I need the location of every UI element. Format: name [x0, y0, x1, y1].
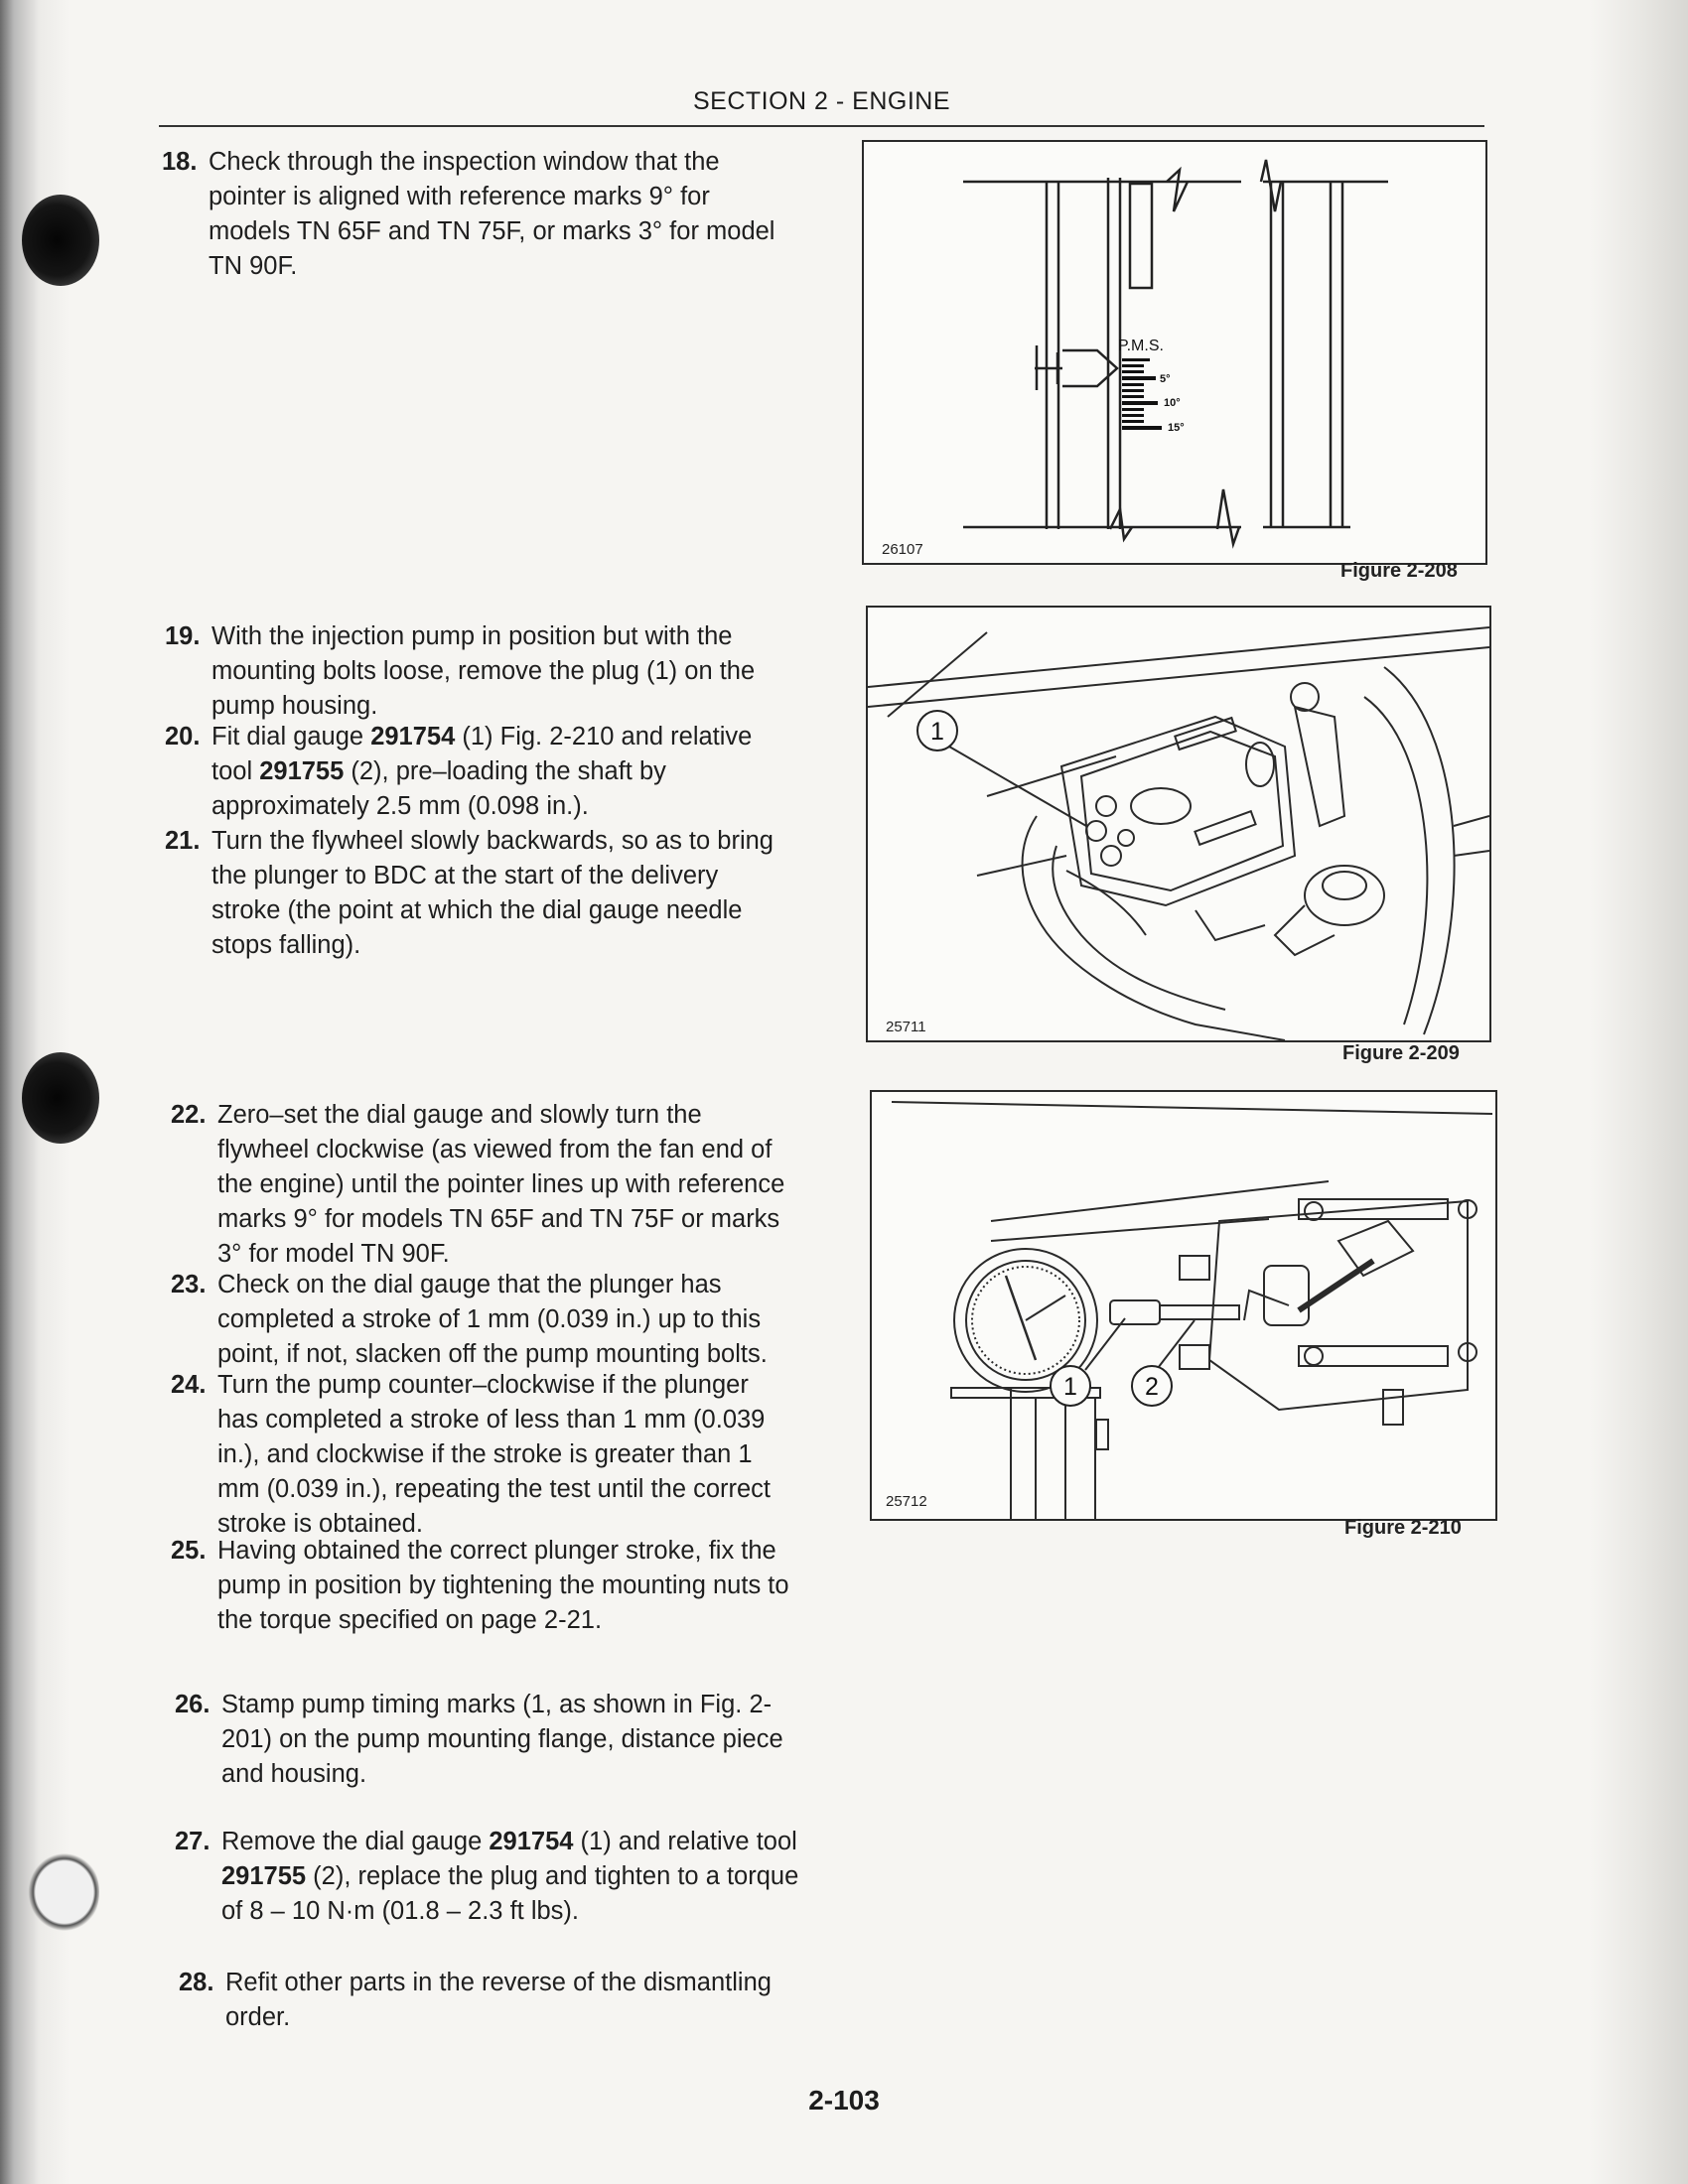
step-28	[179, 1966, 804, 2035]
mark-10-label: 10°	[1164, 397, 1181, 409]
timing-marks-illustration	[864, 142, 1485, 563]
part-number: 291754	[489, 1828, 574, 1855]
step-text-segment: Turn the pump counter–clockwise if the plunger has completed a stroke of less than 1 mm (0.039 in.), and clockwise if the stroke is greater than 1 mm (0.039 in.), repeating the test until the correct stroke is obtained.	[217, 1371, 772, 1538]
step-text-segment: Refit other parts in the reverse of the dismantling order.	[225, 1969, 772, 2031]
step-18	[162, 145, 782, 284]
callout-1: 1	[930, 718, 944, 746]
step-number: 27.	[175, 1828, 211, 1855]
step-number: 21.	[165, 827, 201, 855]
step-text	[165, 824, 785, 963]
step-number: 22.	[171, 1101, 207, 1129]
step-text	[175, 1825, 800, 1929]
step-text	[171, 1534, 796, 1638]
step-text	[165, 720, 785, 824]
step-text-segment: Turn the flywheel slowly backwards, so as to bring the plunger to BDC at the start of the delivery stroke (the point at which the dial gauge needle stops falling).	[211, 827, 774, 959]
step-text-segment: Check through the inspection window that the pointer is aligned with reference marks 9° for models TN 65F and TN 75F, or marks 3° for model TN 90F.	[209, 148, 775, 280]
pms-label: P.M.S.	[1118, 338, 1164, 354]
step-19	[165, 619, 785, 724]
step-text-segment: With the injection pump in position but with the mounting bolts loose, remove the plug (1) on the pump housing.	[211, 622, 756, 720]
section-header: SECTION 2 - ENGINE	[159, 87, 1484, 127]
step-text-segment: (1) Fig. 2-210 and relative tool	[211, 723, 753, 785]
binder-hole-bottom	[22, 1846, 99, 1938]
mark-5-label: 5°	[1160, 373, 1171, 385]
mark-15-label: 15°	[1168, 422, 1185, 434]
step-27	[175, 1825, 800, 1929]
step-23	[171, 1268, 796, 1372]
step-text-segment: (2), replace the plug and tighten to a torque of 8 – 10 N·m (01.8 – 2.3 ft lbs).	[221, 1862, 799, 1925]
step-number: 20.	[165, 723, 201, 751]
step-text	[162, 145, 782, 284]
figure-id: 25712	[886, 1493, 927, 1510]
step-number: 18.	[162, 148, 198, 176]
step-text-segment: (1) and relative tool	[573, 1828, 797, 1855]
step-text	[179, 1966, 804, 2035]
step-text-segment: Fit dial gauge	[211, 723, 371, 751]
figure-id: 26107	[882, 541, 923, 558]
figure-caption: Figure 2-209	[1342, 1042, 1460, 1064]
step-text-segment: Zero–set the dial gauge and slowly turn the flywheel clockwise (as viewed from the fan end of the engine) until the pointer lines up with reference marks 9° for models TN 65F and TN 75F or marks 3° for model TN 90F.	[217, 1101, 785, 1268]
callout-2: 2	[1145, 1373, 1159, 1401]
figure-2-208	[862, 140, 1487, 565]
step-22	[171, 1098, 796, 1272]
step-text-segment: (2), pre–loading the shaft by approximately 2.5 mm (0.098 in.).	[211, 757, 666, 820]
binder-hole-top	[22, 195, 99, 286]
part-number: 291755	[221, 1862, 307, 1890]
step-24	[171, 1368, 796, 1542]
step-21	[165, 824, 785, 963]
pump-plug-illustration	[868, 608, 1489, 1040]
step-20	[165, 720, 785, 824]
step-text-segment: Remove the dial gauge	[221, 1828, 490, 1855]
step-number: 23.	[171, 1271, 207, 1298]
step-text	[171, 1268, 796, 1372]
figure-caption: Figure 2-208	[1340, 560, 1458, 582]
binder-hole-middle	[22, 1052, 99, 1144]
step-text-segment: Check on the dial gauge that the plunger has completed a stroke of 1 mm (0.039 in.) up to this point, if not, slacken off the pump mounting bolts.	[217, 1271, 768, 1368]
step-26	[175, 1688, 800, 1792]
figure-caption: Figure 2-210	[1344, 1517, 1462, 1539]
step-text-segment: Stamp pump timing marks (1, as shown in Fig. 2-201) on the pump mounting flange, distance piece and housing.	[221, 1691, 783, 1788]
step-text	[171, 1098, 796, 1272]
page-number: 2-103	[808, 2085, 880, 2116]
part-number: 291754	[370, 723, 456, 751]
figure-2-210	[870, 1090, 1497, 1521]
step-text-segment: Having obtained the correct plunger stroke, fix the pump in position by tightening the mounting nuts to the torque specified on page 2-21.	[217, 1537, 789, 1634]
step-25	[171, 1534, 796, 1638]
step-number: 28.	[179, 1969, 214, 1996]
part-number: 291755	[259, 757, 345, 785]
figure-2-209	[866, 606, 1491, 1042]
dial-gauge-illustration	[872, 1092, 1495, 1519]
callout-1: 1	[1063, 1373, 1077, 1401]
step-text	[171, 1368, 796, 1542]
step-number: 26.	[175, 1691, 211, 1718]
step-number: 25.	[171, 1537, 207, 1565]
step-text	[175, 1688, 800, 1792]
step-number: 19.	[165, 622, 201, 650]
step-number: 24.	[171, 1371, 207, 1399]
figure-id: 25711	[886, 1019, 926, 1035]
step-text	[165, 619, 785, 724]
